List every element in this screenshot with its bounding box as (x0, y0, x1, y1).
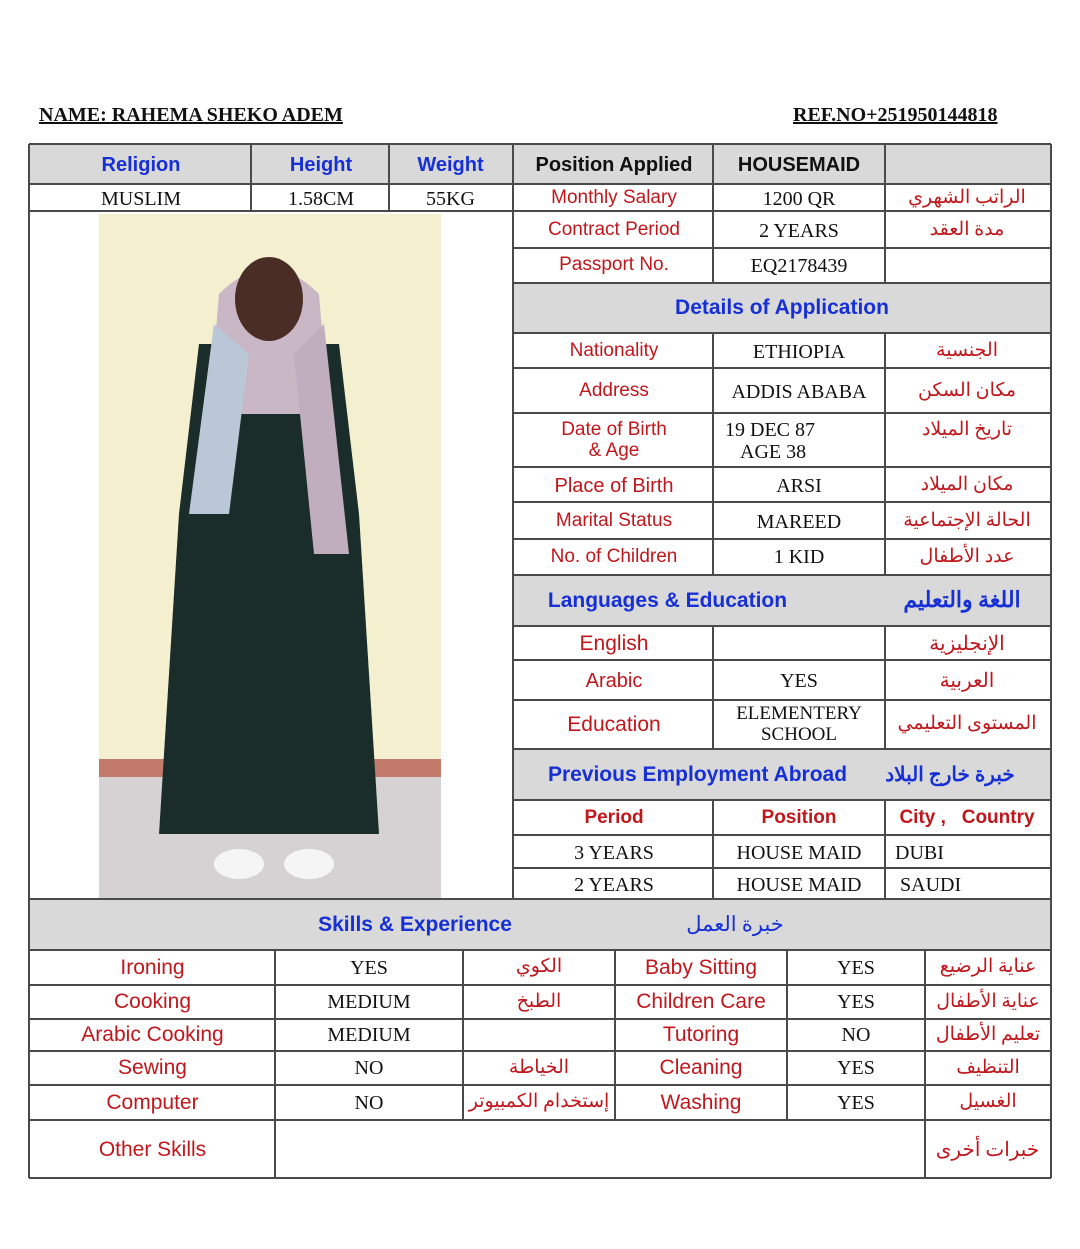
arabic-label: Arabic (585, 670, 643, 692)
other-skills-label: Other Skills (98, 1137, 207, 1161)
weight-label: Weight (417, 154, 484, 176)
english-label: English (579, 632, 649, 656)
employment-title-arabic: خبرة خارج البلاد (885, 763, 1015, 786)
nationality-value: ETHIOPIA (752, 340, 846, 363)
skill-label-right: Cleaning (659, 1056, 743, 1080)
city-country-header: City , Country (899, 807, 1035, 829)
monthly-salary-value: 1200 QR (762, 187, 836, 210)
skills-title-arabic: خبرة العمل (686, 911, 784, 936)
skill-arabic-left: الطبخ (516, 990, 562, 1012)
arabic-value: YES (780, 670, 818, 692)
religion-label: Religion (101, 154, 181, 176)
reference-number: REF.NO+251950144818 (793, 104, 998, 126)
place-of-birth-arabic: مكان الميلاد (920, 474, 1014, 496)
address-value: ADDIS ABABA (731, 380, 867, 403)
position-applied-label: Position Applied (535, 154, 693, 176)
children-arabic: عدد الأطفال (919, 545, 1015, 567)
skill-label-right: Children Care (636, 990, 766, 1014)
children-value: 1 KID (773, 546, 825, 568)
skill-arabic-right: التنظيف (956, 1056, 1020, 1078)
skill-arabic-right: عناية الرضيع (939, 956, 1037, 978)
height-value: 1.58CM (287, 187, 355, 210)
weight-value: 55KG (426, 187, 475, 210)
contract-period-value: 2 YEARS (759, 219, 839, 242)
position-header: Position (761, 807, 837, 829)
skill-label-right: Washing (660, 1090, 742, 1114)
skill-value-left: MEDIUM (327, 991, 411, 1013)
place-of-birth-label: Place of Birth (554, 474, 674, 497)
dob-label-line1: Date of Birth (561, 419, 667, 441)
skill-label-left: Computer (106, 1090, 199, 1114)
skill-value-left: YES (350, 956, 388, 979)
skill-value-right: NO (841, 1024, 871, 1046)
period-header: Period (584, 807, 644, 829)
dob-date: 19 DEC 87 (725, 419, 815, 441)
languages-title-arabic: اللغة والتعليم (903, 587, 1021, 613)
skill-value-left: NO (354, 1091, 384, 1114)
address-label: Address (579, 380, 649, 402)
skill-value-left: MEDIUM (327, 1024, 411, 1046)
employment-position-2: HOUSE MAID (736, 873, 862, 896)
contract-period-label: Contract Period (547, 219, 680, 241)
passport-label: Passport No. (559, 254, 669, 276)
skill-label-left: Arabic Cooking (81, 1023, 224, 1047)
skill-label-left: Cooking (113, 990, 192, 1014)
details-title: Details of Application (675, 296, 889, 320)
monthly-salary-label: Monthly Salary (551, 187, 677, 209)
skill-arabic-right: عناية الأطفال (936, 990, 1040, 1012)
employment-title: Previous Employment Abroad (547, 762, 848, 786)
height-label: Height (289, 154, 353, 176)
dob-label-line2: & Age (588, 440, 640, 461)
age-value: AGE 38 (740, 441, 807, 463)
skill-label-right: Tutoring (662, 1023, 740, 1047)
marital-status-arabic: الحالة الإجتماعية (903, 510, 1031, 532)
skill-arabic-left: الكوي (515, 956, 563, 978)
skills-title: Skills & Experience (318, 912, 512, 936)
children-label: No. of Children (550, 545, 678, 567)
skill-arabic-right: الغسيل (959, 1091, 1017, 1113)
employment-period-1: 3 YEARS (574, 841, 654, 864)
education-arabic: المستوى التعليمي (897, 713, 1037, 735)
skill-arabic-right: تعليم الأطفال (935, 1023, 1041, 1045)
passport-value: EQ2178439 (750, 254, 848, 277)
skill-arabic-left: إستخدام الكمبيوتر (468, 1091, 610, 1113)
employment-position-1: HOUSE MAID (736, 841, 862, 864)
employment-country-2: SAUDI (900, 873, 962, 896)
skill-label-left: Sewing (118, 1056, 187, 1080)
skill-value-right: YES (837, 991, 875, 1013)
languages-title: Languages & Education (547, 588, 788, 612)
employment-period-2: 2 YEARS (574, 873, 654, 896)
skill-label-right: Baby Sitting (644, 955, 758, 979)
education-value-line2: SCHOOL (760, 723, 837, 745)
religion-value: MUSLIM (100, 187, 181, 210)
position-applied-value: HOUSEMAID (737, 154, 861, 176)
skill-value-right: YES (837, 1091, 875, 1114)
education-label: Education (567, 712, 661, 736)
skill-value-right: YES (837, 956, 875, 979)
english-arabic: الإنجليزية (929, 633, 1005, 655)
arabic-arabic: العربية (939, 670, 995, 692)
employment-country-1: DUBI (895, 841, 944, 864)
contract-period-arabic: مدة العقد (929, 219, 1005, 241)
education-value-line1: ELEMENTERY (736, 702, 862, 724)
other-skills-arabic: خبرات أخرى (935, 1138, 1040, 1161)
place-of-birth-value: ARSI (776, 474, 822, 497)
skill-value-right: YES (837, 1057, 875, 1079)
marital-status-label: Marital Status (555, 510, 673, 532)
dob-arabic: تاريخ الميلاد (921, 418, 1013, 440)
nationality-label: Nationality (569, 340, 659, 362)
monthly-salary-arabic: الراتب الشهري (908, 187, 1026, 209)
skill-label-left: Ironing (120, 955, 185, 979)
nationality-arabic: الجنسية (936, 340, 998, 362)
marital-status-value: MAREED (756, 510, 842, 533)
candidate-name: NAME: RAHEMA SHEKO ADEM (39, 104, 343, 126)
address-arabic: مكان السكن (917, 380, 1017, 402)
skill-value-left: NO (354, 1057, 384, 1079)
skill-arabic-left: الخياطة (508, 1056, 570, 1078)
